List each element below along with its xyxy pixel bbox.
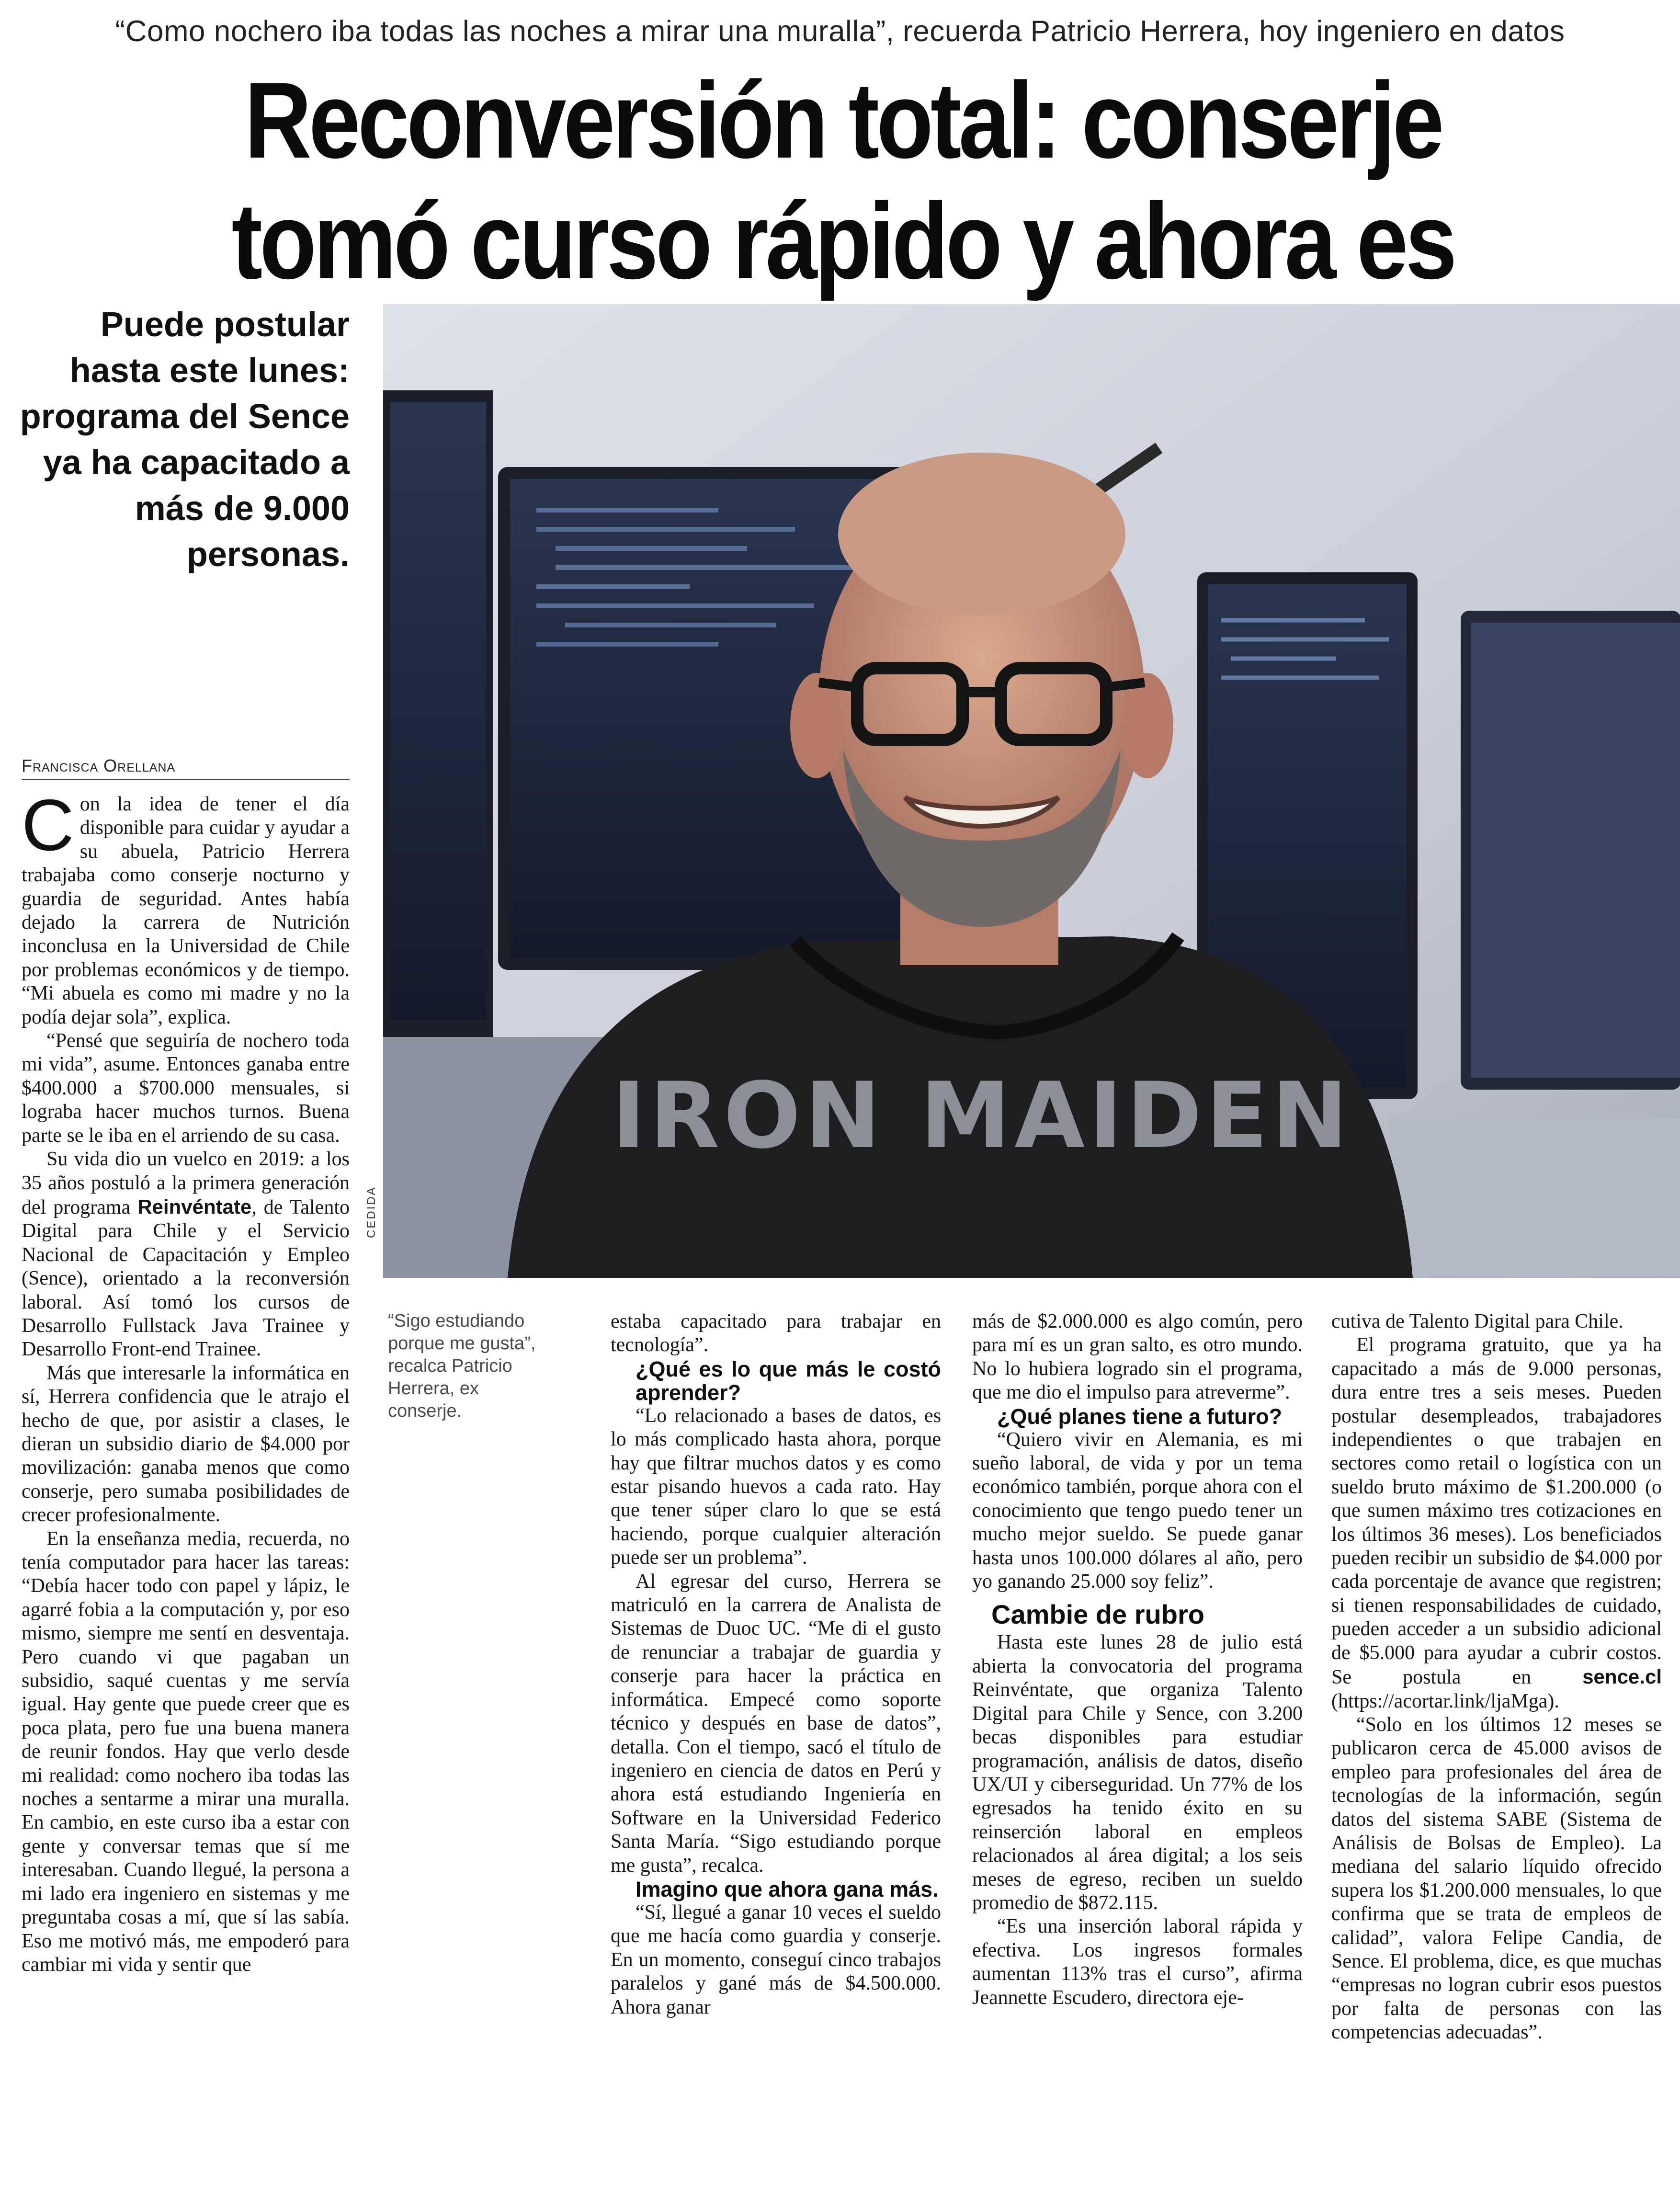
paragraph: “Sí, llegué a ganar 10 veces el sueldo que me hacía como guardia y conserje. En un momento, conseguí cinco trabajos paralelos y gané más de $4.500.000. Ahora ganar	[611, 1901, 941, 2018]
paragraph-text: Su vida dio un vuelco en 2019: a los 35 años postuló a la primera generación del programa	[22, 1148, 350, 1218]
interview-question: Imagino que ahora gana más.	[636, 1877, 939, 1901]
paragraph-text: on la idea de tener el día disponible para cuidar y ayudar a su abuela, Patricio Herrera trabajaba como conserje nocturno y guardia de seguridad. Antes había dejado la carrera de Nutrición inconclusa en la Universidad de Chile por problemas económicos y de tiempo. “Mi abuela es como mi madre y no la podía dejar sola”, explica.	[22, 793, 350, 1028]
interview-question: ¿Qué es lo que más le costó aprender?	[636, 1356, 941, 1405]
article-column-1	[22, 793, 350, 2172]
article-column-2	[611, 1310, 941, 2172]
paragraph: estaba capacitado para trabajar en tecnología”.	[611, 1310, 941, 1356]
paragraph	[22, 1148, 350, 1362]
byline: Francisca Orellana	[22, 756, 350, 780]
article-deck: Puede postular hasta este lunes: programa del Sence ya ha capacitado a más de 9.000 personas.	[20, 306, 350, 574]
paragraph: cutiva de Talento Digital para Chile.	[1331, 1310, 1623, 1332]
paragraph: Más que interesarle la informática en sí, Herrera confidencia que le atrajo el hecho de que, por asistir a clases, le dieran un subsidio diario de $4.000 por movilización: ganaba menos que como conserje, pero sumaba posibilidades de crecer profesionalmente.	[22, 1362, 350, 1526]
paragraph: Hasta este lunes 28 de julio está abierta la convocatoria del programa Reinvéntate, que organiza Talento Digital para Chile y Sence, con 3.200 becas disponibles para estudiar programación, análisis de datos, diseño UX/UI y ciberseguridad. Un 77% de los egresados ha tenido éxito en su reinserción laboral en empleos relacionados al área digital; a los seis meses de egreso, reciben un sueldo promedio de $872.115.	[972, 1631, 1303, 1914]
article-column-3	[972, 1310, 1303, 2172]
paragraph: “Solo en los últimos 12 meses se publicaron cerca de 45.000 avisos de empleo para profesionales del área de tecnologías de la información, según datos del sistema SABE (Sistema de Análisis de Bolsas de Empleo). La mediana del salario líquido ofrecido supera los $1.200.000 mensuales, lo que confirma que se trata de empleos de calidad”, valora Felipe Candia, de Sence. El problema, dice, es que muchas “empresas no logran cubrir esos puestos por falta de personas con las competencias adecuadas”.	[1331, 1713, 1662, 2044]
paragraph: “Pensé que seguiría de nochero toda mi vida”, asume. Entonces ganaba entre $400.000 a $700.000 mensuales, si lograba hacer muchos turnos. Buena parte se le iba en el arriendo de su casa.	[22, 1030, 350, 1147]
dropcap: C	[22, 793, 74, 866]
paragraph: más de $2.000.000 es algo común, pero para mí es un gran salto, es otro mundo. No lo hubiera logrado sin el programa, que me dio el impulso para atreverme”.	[972, 1310, 1303, 1404]
paragraph: En la enseñanza media, recuerda, no tenía computador para hacer las tareas: “Debía hacer todo con papel y lápiz, le agarré fobia a la computación y, por eso mismo, siempre me sentí en desventaja. Pero cuando vi que pagaban un subsidio, saqué cuentas y me servía igual. Hay gente que puede creer que es poca plata, pero fue una buena manera de reunir fondos. Hay que verlo desde mi realidad: como nochero iba todas las noches a sentarme a mirar una muralla. En cambio, en este curso iba a estar con gente y conversar temas que sí me interesaban. Cuando llegué, la persona a mi lado era ingeniero en sistemas y me preguntaba cosas a mí, que sí las sabía. Eso me motivó más, me empoderó para cambiar mi vida y sentir que	[22, 1527, 350, 1976]
paragraph: Al egresar del curso, Herrera se matriculó en la carrera de Analista de Sistemas de Duoc UC. “Me di el gusto de renunciar a trabajar de guardia y conserje para hacer la práctica en informática. Empecé como soporte técnico y después en base de datos”, detalla. Con el tiempo, sacó el título de ingeniero en ciencia de datos en Perú y ahora está estudiando Ingeniería en Software en la Universidad Federico Santa María. “Sigo estudiando porque me gusta”, recalca.	[611, 1570, 941, 1877]
shirt-print: IRON MAIDEN	[612, 1063, 1352, 1169]
website-link[interactable]: sence.cl	[1582, 1665, 1662, 1688]
interview-question: ¿Qué planes tiene a futuro?	[997, 1404, 1283, 1429]
paragraph-text: El programa gratuito, que ya ha capacitado a más de 9.000 personas, dura entre tres a seis meses. Pueden postular desempleados, trabajadores independientes o que trabajen en sectores como retail o logística con un sueldo bruto máximo de $1.200.000 (o que sumen máximo tres cotizaciones en los últimos 36 meses). Los beneficiados pueden recibir un subsidio de $4.000 por cada porcentaje de avance que registren; si tienen responsabilidades de cuidado, pueden acceder a un subsidio adicional de $5.000 para ayudar a cubrir costos. Se postula en	[1331, 1334, 1662, 1689]
photo-credit: CEDIDA	[365, 1186, 378, 1238]
portrait-illustration	[383, 304, 1680, 1278]
article-column-4	[1331, 1310, 1662, 2172]
paragraph: “Lo relacionado a bases de datos, es lo más complicado hasta ahora, porque hay que filtrar muchos datos y es como estar pisando huevos a cada rato. Hay que tener súper claro lo que se está haciendo, porque cualquier alteración puede ser un problema”.	[611, 1404, 941, 1569]
short-url-link[interactable]: (https://acortar.link/ljaMga).	[1331, 1690, 1559, 1712]
article-headline: Reconversión total: conserje tomó curso rápido y ahora es	[231, 59, 1454, 301]
article-kicker: “Como nochero iba todas las noches a mirar una muralla”, recuerda Patricio Herrera, hoy ingeniero en datos	[115, 15, 1565, 48]
program-name: Reinvéntate	[137, 1195, 252, 1218]
paragraph	[1331, 1333, 1662, 1713]
paragraph: “Quiero vivir en Alemania, es mi sueño laboral, de vida y por un tema económico también, porque ahora con el conocimiento que tengo puedo tener un mucho mejor sueldo. Se puede ganar hasta unos 100.000 dólares al año, pero yo ganando 25.000 soy feliz”.	[972, 1428, 1303, 1593]
photo-caption: “Sigo estudiando porque me gusta”, recalca Patricio Herrera, ex conserje.	[388, 1311, 536, 1421]
paragraph: “Es una inserción laboral rápida y efectiva. Los ingresos formales aumentan 113% tras el curso”, afirma Jeannette Escudero, directora eje-	[972, 1915, 1303, 2009]
paragraph-text: , de Talento Digital para Chile y el Servicio Nacional de Capacitación y Empleo (Sence), orientado a la reconversión laboral. Así tomó los cursos de Desarrollo Fullstack Java Trainee y Desarrollo Front-end Trainee.	[22, 1196, 350, 1361]
section-subhead: Cambie de rubro	[991, 1599, 1204, 1630]
paragraph	[22, 793, 350, 1029]
article-photo	[383, 304, 1680, 1278]
